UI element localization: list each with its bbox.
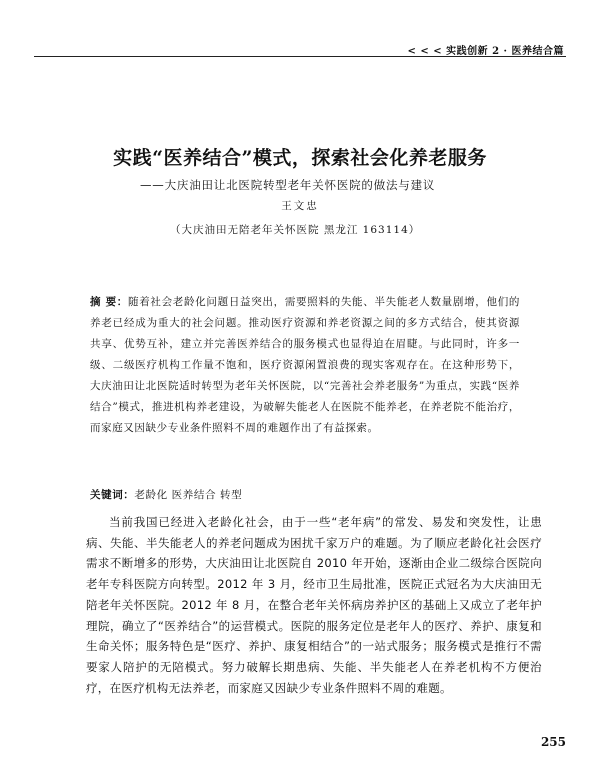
author-name: 王文忠 — [281, 200, 319, 212]
keywords-label: 关键词： — [90, 489, 135, 501]
running-header: < < < 实践创新 2 · 医养结合篇 — [407, 46, 564, 57]
article-subtitle: ——大庆油田让北医院转型老年关怀医院的做法与建议 — [140, 178, 436, 192]
page-number: 255 — [540, 735, 566, 749]
author-affiliation: （大庆油田无陪老年关怀医院 黑龙江 163114） — [170, 224, 421, 236]
header-divider — [34, 56, 566, 57]
abstract — [90, 292, 520, 439]
abstract-label: 摘 要： — [90, 296, 128, 308]
abstract-text: 随着社会老龄化问题日益突出，需要照料的失能、半失能老人数量剧增，他们的养老已经成为重大的社会问题。推动医疗资源和养老资源之间的多方式结合，使其资源共享、优势互补，建立并完善医养结合的服务模式也显得迫在眉睫。与此同时，许多一级、二级医疗机构工作量不饱和，医疗资源闲置浪费的现实客观存在。在这种形势下，大庆油田让北医院适时转型为老年关怀医院，以“完善社会养老服务”为重点，实践“医养结合”模式，推进机构养老建设，为破解失能老人在医院不能养老，在养老院不能治疗，而家庭又因缺少专业条件照料不周的难题作出了有益探索。 — [90, 296, 521, 434]
keywords-text: 老龄化 医养结合 转型 — [134, 489, 243, 501]
article-title: 实践“医养结合”模式，探索社会化养老服务 — [113, 147, 487, 169]
keywords — [90, 487, 520, 502]
body-paragraph: 当前我国已经进入老龄化社会，由于一些“老年病”的常发、易发和突发性，让患病、失能、半失能老人的养老问题成为困扰千家万户的难题。为了顺应老龄化社会医疗需求不断增多的形势，大庆油田让北医院自 2010 年开始，逐渐由企业二级综合医院向老年专科医院方向转型。2012 年 3 月，经市卫生局批准，医院正式冠名为大庆油田无陪老年关怀医院。2012 年 8 月，在整合老年关怀病房养护区的基础上又成立了老年护理院，确立了“医养结合”的运营模式。医院的服务定位是老年人的医疗、养护、康复和生命关怀；服务特色是“医疗、养护、康复相结合”的一站式服务；服务模式是推行不需要家人陪护的无陪模式。努力破解长期患病、失能、半失能老人在养老机构不方便治疗，在医疗机构无法养老，而家庭又因缺少专业条件照料不周的难题。 — [86, 515, 542, 695]
